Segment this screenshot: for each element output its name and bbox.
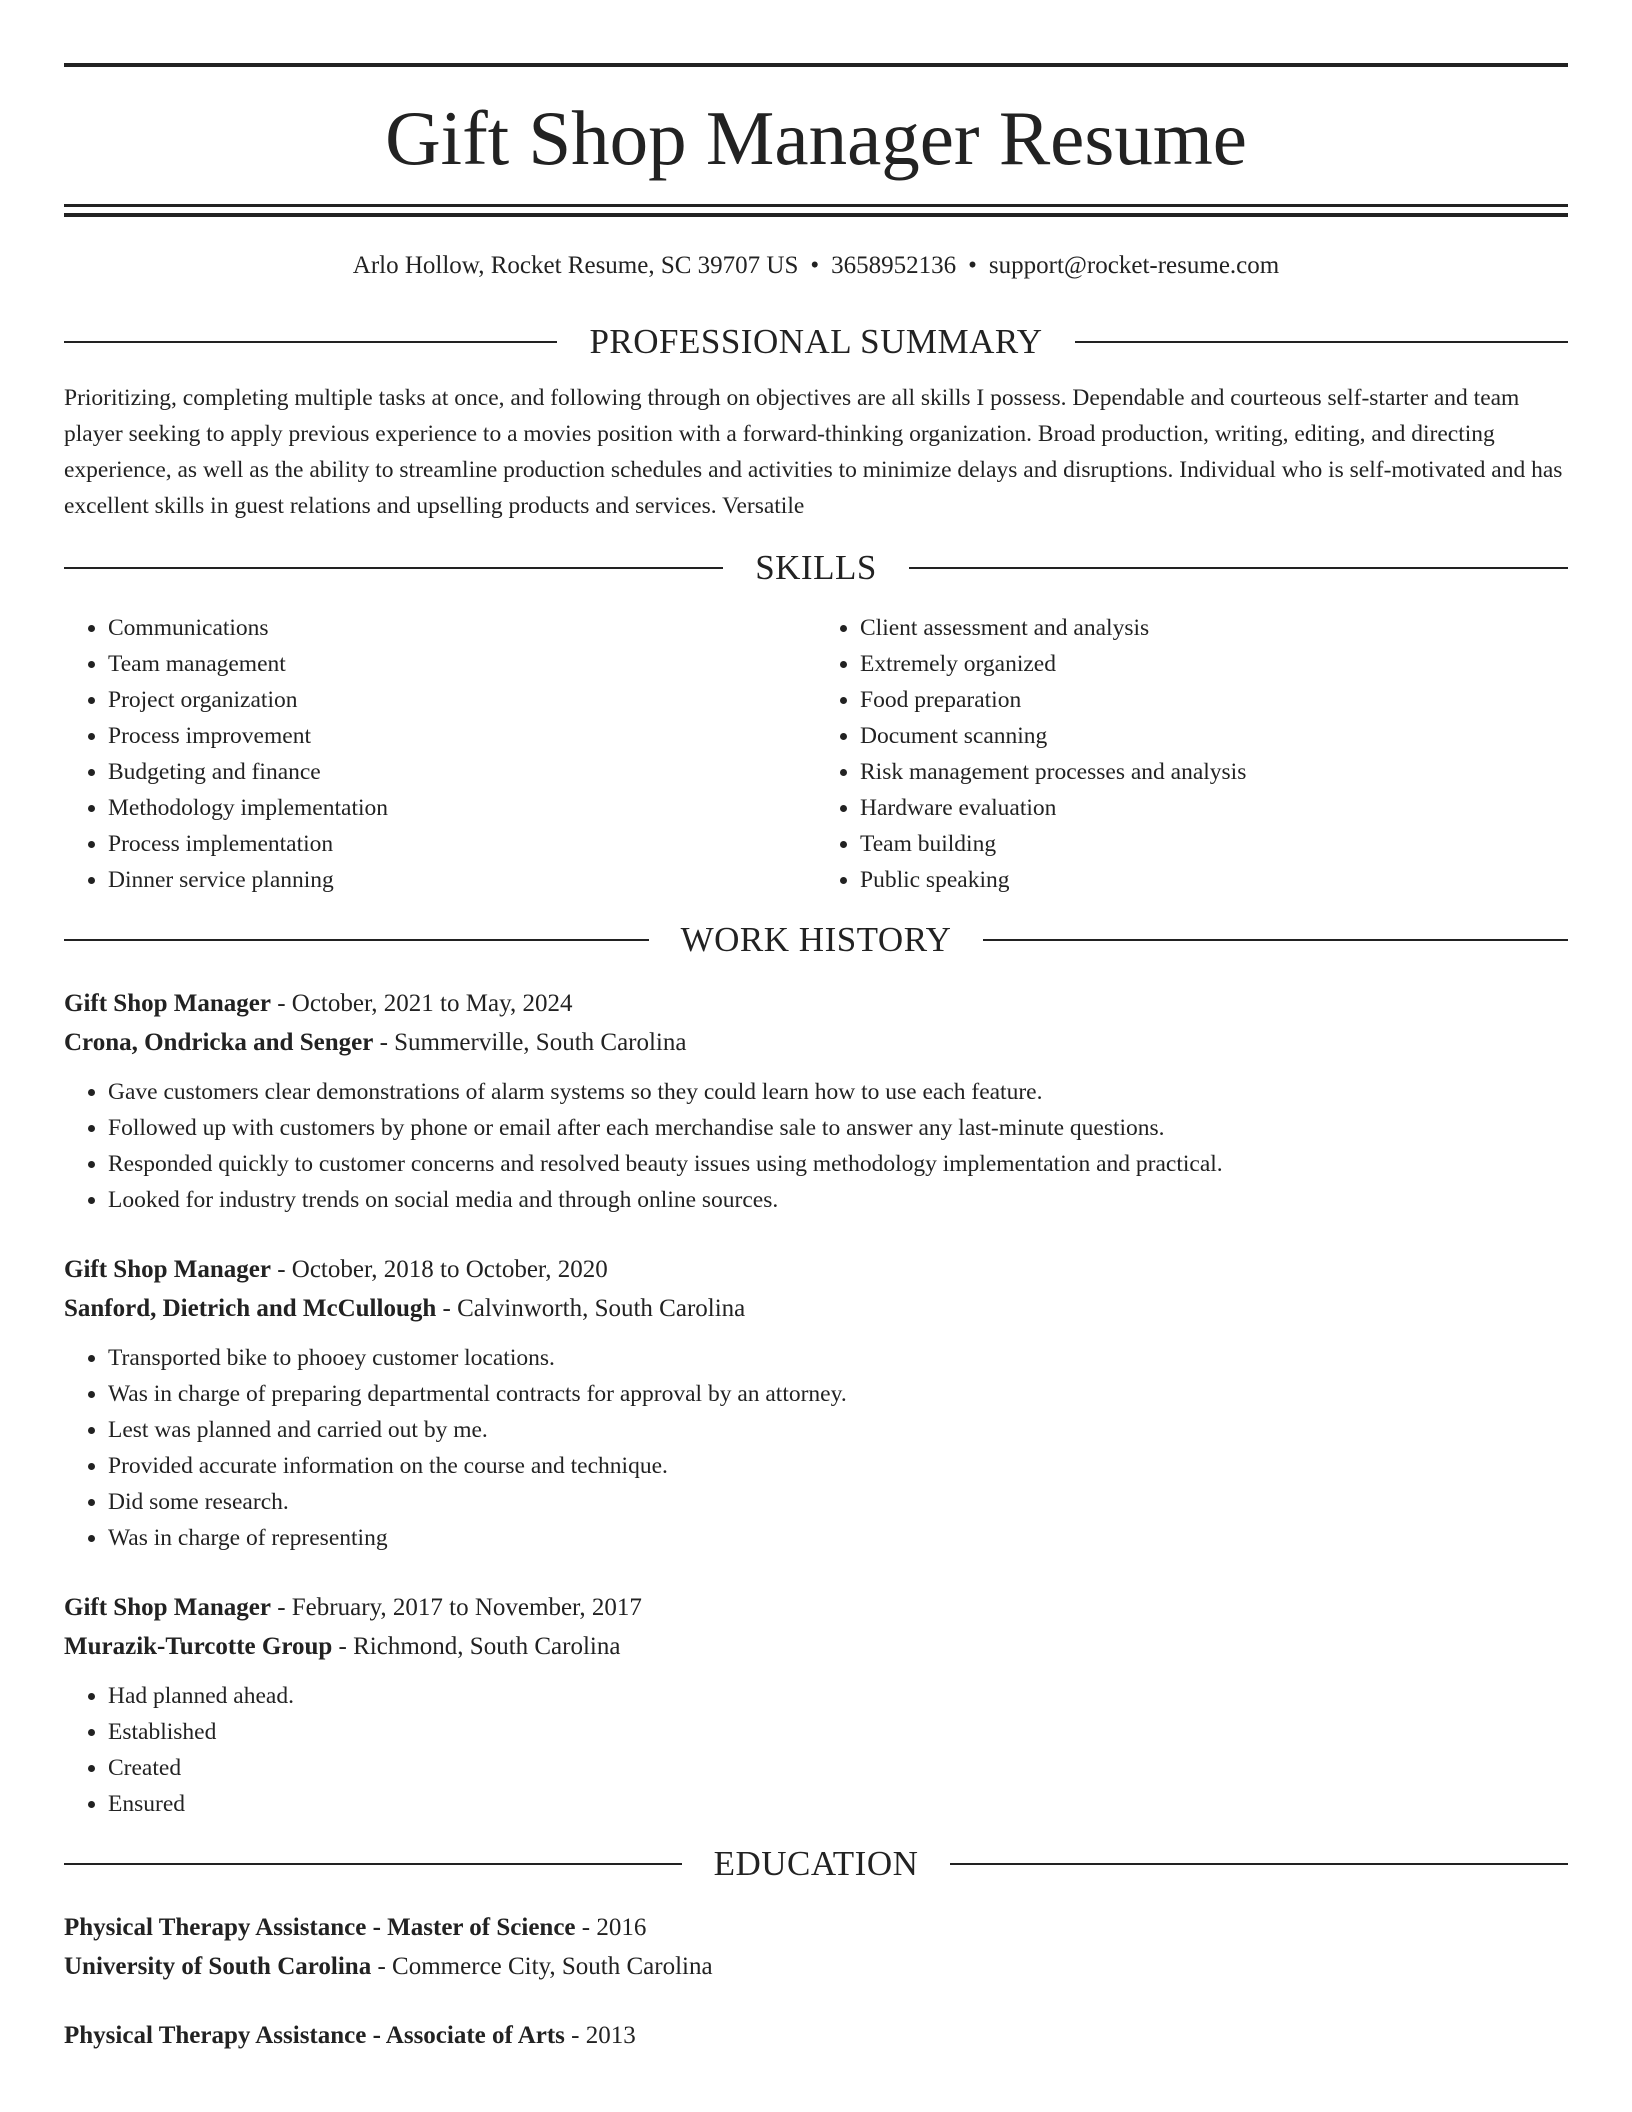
job-location: Calvinworth, South Carolina bbox=[457, 1295, 746, 1322]
job-company: Crona, Ondricka and Senger bbox=[64, 1029, 374, 1056]
education-school: University of South Carolina bbox=[64, 1953, 372, 1980]
heading-rule bbox=[983, 939, 1568, 941]
skill-item: • Project organization bbox=[108, 682, 816, 718]
job-bullet: • Looked for industry trends on social media and through online sources. bbox=[108, 1182, 1568, 1218]
education-degree: Physical Therapy Assistance - Master of Science bbox=[64, 1914, 576, 1941]
education-degree-line: Physical Therapy Assistance - Master of Science - 2016 bbox=[64, 1914, 647, 1941]
contact-separator: • bbox=[810, 252, 820, 279]
job-bullet: • Provided accurate information on the course and technique. bbox=[108, 1448, 1568, 1484]
skill-item: • Process implementation bbox=[108, 826, 816, 862]
skill-item: • Extremely organized bbox=[860, 646, 1568, 682]
skill-item: • Process improvement bbox=[108, 718, 816, 754]
title-double-rule bbox=[64, 204, 1568, 217]
job-dates: February, 2017 to November, 2017 bbox=[291, 1594, 642, 1621]
skill-item: • Team building bbox=[860, 826, 1568, 862]
job-bullet: • Was in charge of representing bbox=[108, 1520, 1568, 1556]
job-bullet: • Gave customers clear demonstrations of alarm systems so they could learn how to use each feature. bbox=[108, 1074, 1568, 1110]
job-bullet: • Did some research. bbox=[108, 1484, 1568, 1520]
job-bullets bbox=[64, 1074, 1568, 1218]
job-title: Gift Shop Manager bbox=[64, 990, 271, 1017]
heading-rule bbox=[950, 1863, 1568, 1865]
job-location: Richmond, South Carolina bbox=[353, 1633, 621, 1660]
education-school-line: University of South Carolina - Commerce City, South Carolina bbox=[64, 1953, 713, 1980]
job-title: Gift Shop Manager bbox=[64, 1594, 271, 1621]
section-title: PROFESSIONAL SUMMARY bbox=[589, 322, 1043, 361]
skill-item: • Budgeting and finance bbox=[108, 754, 816, 790]
skills-column-right bbox=[816, 610, 1568, 898]
skill-item: • Risk management processes and analysis bbox=[860, 754, 1568, 790]
skill-item: • Team management bbox=[108, 646, 816, 682]
job-bullet: • Transported bike to phooey customer locations. bbox=[108, 1340, 1568, 1376]
heading-rule bbox=[1075, 341, 1568, 343]
education-degree-line: Physical Therapy Assistance - Associate of Arts - 2013 bbox=[64, 2022, 636, 2049]
section-title: EDUCATION bbox=[713, 1844, 919, 1883]
education-year: 2013 bbox=[585, 2022, 636, 2049]
heading-rule bbox=[64, 1863, 682, 1865]
skill-item: • Methodology implementation bbox=[108, 790, 816, 826]
job-location: Summerville, South Carolina bbox=[394, 1029, 687, 1056]
skill-item: • Public speaking bbox=[860, 862, 1568, 898]
skills-column-left bbox=[64, 610, 816, 898]
contact-line bbox=[64, 251, 1568, 291]
section-heading-summary bbox=[64, 322, 1568, 362]
skill-item: • Hardware evaluation bbox=[860, 790, 1568, 826]
contact-address: Arlo Hollow, Rocket Resume, SC 39707 US bbox=[352, 252, 799, 279]
section-heading-work-history bbox=[64, 920, 1568, 960]
job-title: Gift Shop Manager bbox=[64, 1256, 271, 1283]
contact-phone: 3658952136 bbox=[831, 252, 957, 279]
summary-text: Prioritizing, completing multiple tasks at once, and following through on objectives are all skills I possess. Dependable and courteous self-starter and team player seeking to apply previous experience to a movies position with a forward-thinking organization. Broad production, writing, editing, and directing experience, as well as the ability to streamline production schedules and activities to minimize delays and disruptions. Individual who is self-motivated and has excellent skills in guest relations and upselling products and services. Versatile bbox=[64, 385, 1563, 519]
job-bullet: • Ensured bbox=[108, 1786, 1568, 1822]
job-title-line: Gift Shop Manager - October, 2021 to May, 2024 bbox=[64, 990, 573, 1017]
job-bullets bbox=[64, 1678, 1568, 1822]
heading-rule bbox=[909, 567, 1568, 569]
skill-item: • Dinner service planning bbox=[108, 862, 816, 898]
education-degree: Physical Therapy Assistance - Associate of Arts bbox=[64, 2022, 565, 2049]
education-year: 2016 bbox=[596, 1914, 647, 1941]
job-bullet: • Created bbox=[108, 1750, 1568, 1786]
section-title: WORK HISTORY bbox=[680, 920, 952, 959]
job-entry bbox=[64, 1588, 1568, 1822]
section-title: SKILLS bbox=[755, 548, 877, 587]
job-title-line: Gift Shop Manager - October, 2018 to October, 2020 bbox=[64, 1256, 608, 1283]
page-title: Gift Shop Manager Resume bbox=[385, 95, 1247, 181]
job-entry bbox=[64, 984, 1568, 1218]
job-bullet: • Had planned ahead. bbox=[108, 1678, 1568, 1714]
skills-list bbox=[64, 610, 1568, 898]
job-company: Sanford, Dietrich and McCullough bbox=[64, 1295, 437, 1322]
skill-item: • Document scanning bbox=[860, 718, 1568, 754]
section-heading-education bbox=[64, 1844, 1568, 1884]
job-bullet: • Established bbox=[108, 1714, 1568, 1750]
skill-item: • Client assessment and analysis bbox=[860, 610, 1568, 646]
job-dates: October, 2018 to October, 2020 bbox=[291, 1256, 608, 1283]
job-company-line: Murazik-Turcotte Group - Richmond, South Carolina bbox=[64, 1633, 621, 1660]
job-company-line: Crona, Ondricka and Senger - Summerville, South Carolina bbox=[64, 1029, 687, 1056]
job-dates: October, 2021 to May, 2024 bbox=[291, 990, 573, 1017]
skill-item: • Food preparation bbox=[860, 682, 1568, 718]
job-bullet: • Followed up with customers by phone or email after each merchandise sale to answer any last-minute questions. bbox=[108, 1110, 1568, 1146]
education-entry bbox=[64, 1908, 1568, 1986]
job-bullet: • Lest was planned and carried out by me. bbox=[108, 1412, 1568, 1448]
heading-rule bbox=[64, 939, 649, 941]
section-heading-skills bbox=[64, 548, 1568, 588]
job-bullet: • Was in charge of preparing departmental contracts for approval by an attorney. bbox=[108, 1376, 1568, 1412]
job-bullets bbox=[64, 1340, 1568, 1556]
education-entry bbox=[64, 2016, 1568, 2055]
job-bullet: • Responded quickly to customer concerns and resolved beauty issues using methodology implementation and practical. bbox=[108, 1146, 1568, 1182]
contact-email: support@rocket-resume.com bbox=[988, 252, 1280, 279]
skill-item: • Communications bbox=[108, 610, 816, 646]
heading-rule bbox=[64, 567, 723, 569]
job-company-line: Sanford, Dietrich and McCullough - Calvinworth, South Carolina bbox=[64, 1295, 746, 1322]
job-title-line: Gift Shop Manager - February, 2017 to November, 2017 bbox=[64, 1594, 642, 1621]
job-entry bbox=[64, 1250, 1568, 1556]
heading-rule bbox=[64, 341, 557, 343]
job-company: Murazik-Turcotte Group bbox=[64, 1633, 333, 1660]
top-rule bbox=[64, 63, 1568, 67]
education-location: Commerce City, South Carolina bbox=[392, 1953, 713, 1980]
contact-separator: • bbox=[968, 252, 977, 279]
